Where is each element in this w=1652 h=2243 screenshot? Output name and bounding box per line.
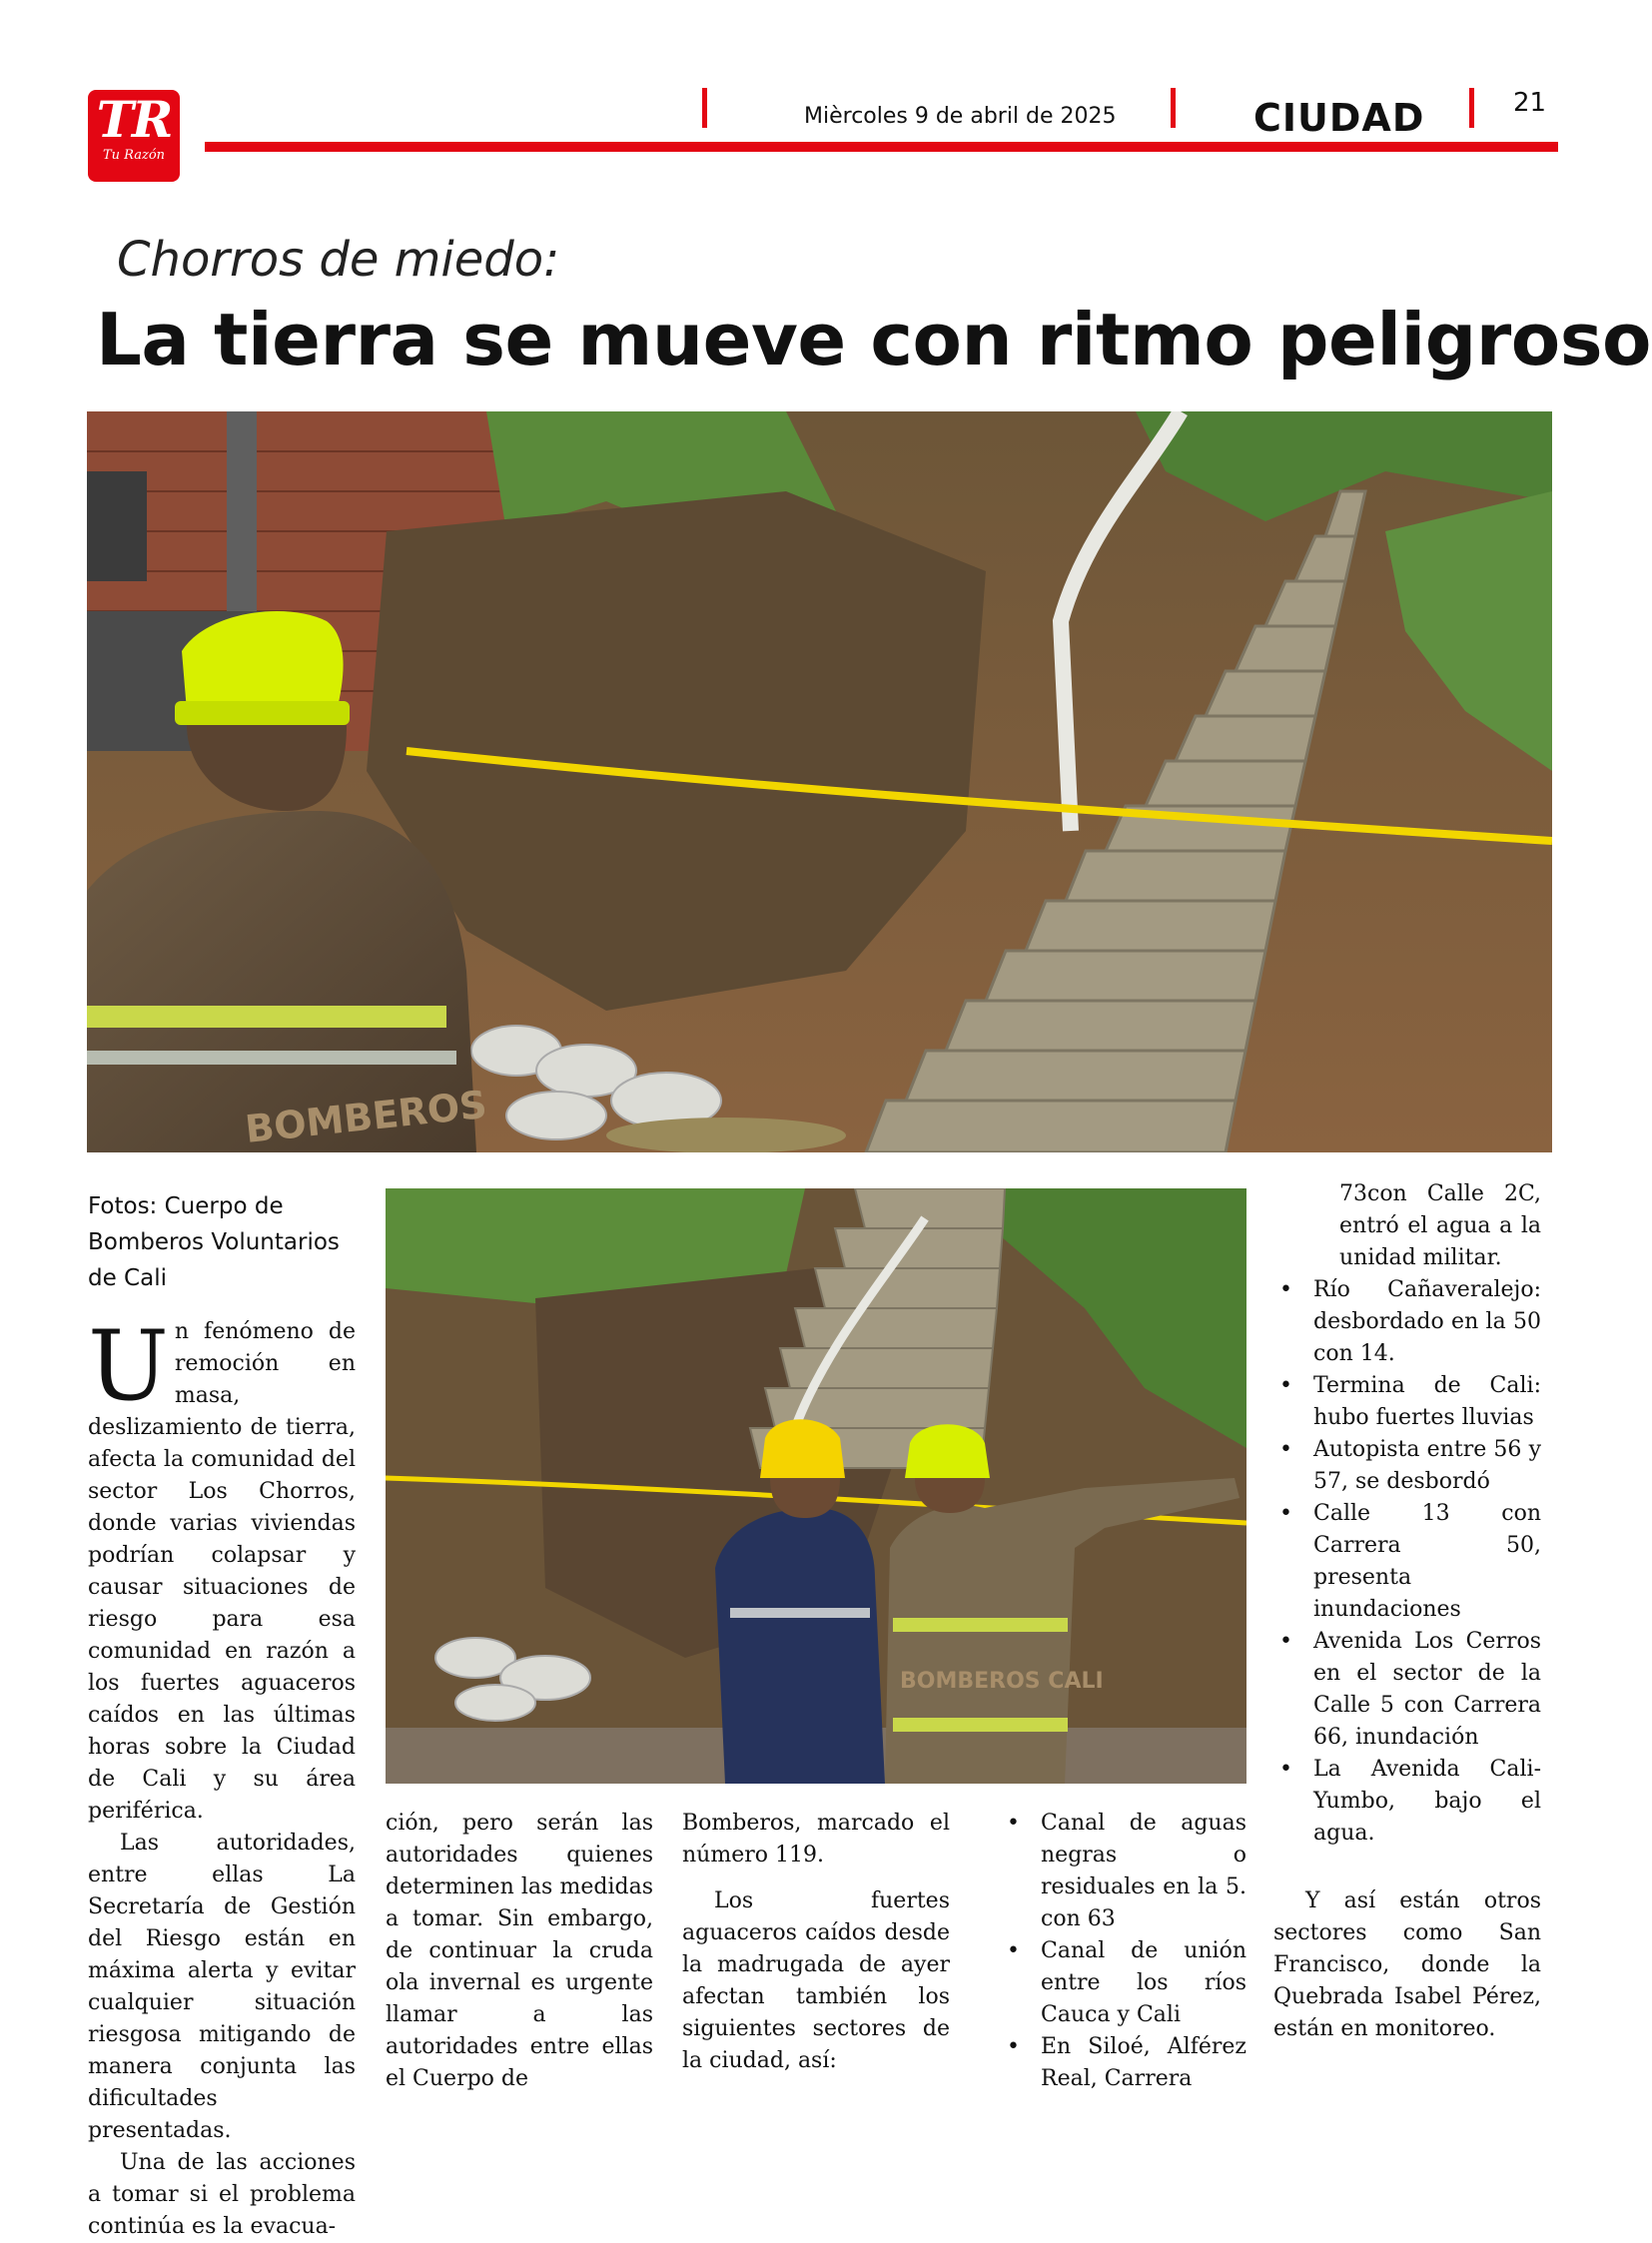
paragraph: Las autoridades, entre ellas La Secretaría de Gestión del Riesgo están en máxima alerta y evitar cualquier situación riesgosa mitigando de manera conjunta las dificultades presentadas. — [88, 1831, 356, 2143]
landslide-scene-illustration — [87, 411, 1552, 1152]
article-column-2 — [386, 1808, 653, 2095]
tu-razon-logo — [88, 90, 180, 182]
list-item: • La Avenida Cali-Yumbo, bajo el agua. — [1273, 1754, 1541, 1850]
photo-credit: Fotos: Cuerpo de Bomberos Voluntarios de Cali — [88, 1193, 340, 1291]
list-item: • En Siloé, Alférez Real, Carrera — [1001, 2031, 1246, 2095]
affected-sectors-list — [1001, 1808, 1246, 2095]
article-column-1 — [88, 1310, 356, 2243]
jacket-lettering: BOMBEROS — [243, 1082, 489, 1151]
issue-date: Mièrcoles 9 de abril de 2025 — [804, 104, 1117, 129]
jacket-lettering: BOMBEROS CALI — [900, 1669, 1104, 1694]
paragraph: Bomberos, marcado el número 119. — [682, 1811, 950, 1868]
firefighters-scene-illustration — [386, 1188, 1246, 1784]
header-divider — [1171, 88, 1176, 128]
header-divider — [702, 88, 707, 128]
article-column-5 — [1273, 1178, 1541, 2045]
paragraph-text: n fenómeno de remoción en masa, deslizamiento de tierra, afecta la comunidad del sector Los Chorros, donde varias viviendas podrían colapsar y causar situaciones de riesgo para esa comunidad en razón a los fuertes aguaceros caídos en las últimas horas sobre la Ciudad de Cali y su área periférica. — [88, 1319, 356, 1824]
drop-cap: U — [88, 1310, 169, 1422]
list-item: • Canal de aguas negras o residuales en la 5. con 63 — [1001, 1808, 1246, 1935]
header-rule — [205, 142, 1558, 152]
paragraph: ción, pero serán las autoridades quienes determinen las medidas a tomar. Sin embargo, de continuar la cruda ola invernal es urgente llamar a las autoridades entre ellas el Cuerpo de — [386, 1811, 653, 2091]
article-column-3 — [682, 1808, 950, 2077]
article-column-4 — [1001, 1808, 1246, 2095]
list-item: • Termina de Cali: hubo fuertes lluvias — [1273, 1370, 1541, 1434]
article-kicker: Chorros de miedo: — [117, 232, 560, 288]
list-item: • Río Cañaveralejo: desbordado en la 50 con 14. — [1273, 1274, 1541, 1370]
logo-subtitle: Tu Razón — [102, 148, 166, 163]
paragraph: Los fuertes aguaceros caídos desde la madrugada de ayer afectan también los siguientes sectores de la ciudad, así: — [682, 1888, 950, 2073]
list-item: • Calle 13 con Carrera 50, presenta inundaciones — [1273, 1498, 1541, 1626]
paragraph: 73con Calle 2C, entró el agua a la unidad militar. — [1339, 1181, 1541, 1270]
list-item: • Autopista entre 56 y 57, se desbordó — [1273, 1434, 1541, 1498]
list-item: • Avenida Los Cerros en el sector de la Calle 5 con Carrera 66, inundación — [1273, 1626, 1541, 1754]
page-number: 21 — [1513, 88, 1547, 118]
logo-text: TR — [96, 90, 172, 149]
section-name: CIUDAD — [1253, 96, 1425, 140]
main-photo-landslide — [87, 411, 1552, 1152]
header-divider — [1469, 88, 1474, 128]
list-item: • Canal de unión entre los ríos Cauca y Cali — [1001, 1935, 1246, 2031]
second-photo-firefighters — [386, 1188, 1246, 1784]
affected-sectors-list — [1273, 1274, 1541, 1850]
paragraph — [88, 1310, 356, 1828]
paragraph: Y así están otros sectores como San Francisco, donde la Quebrada Isabel Pérez, están en monitoreo. — [1273, 1888, 1541, 2041]
paragraph: Una de las acciones a tomar si el problema continúa es la evacua- — [88, 2150, 356, 2239]
article-headline: La tierra se mueve con ritmo peligroso — [96, 298, 1652, 381]
